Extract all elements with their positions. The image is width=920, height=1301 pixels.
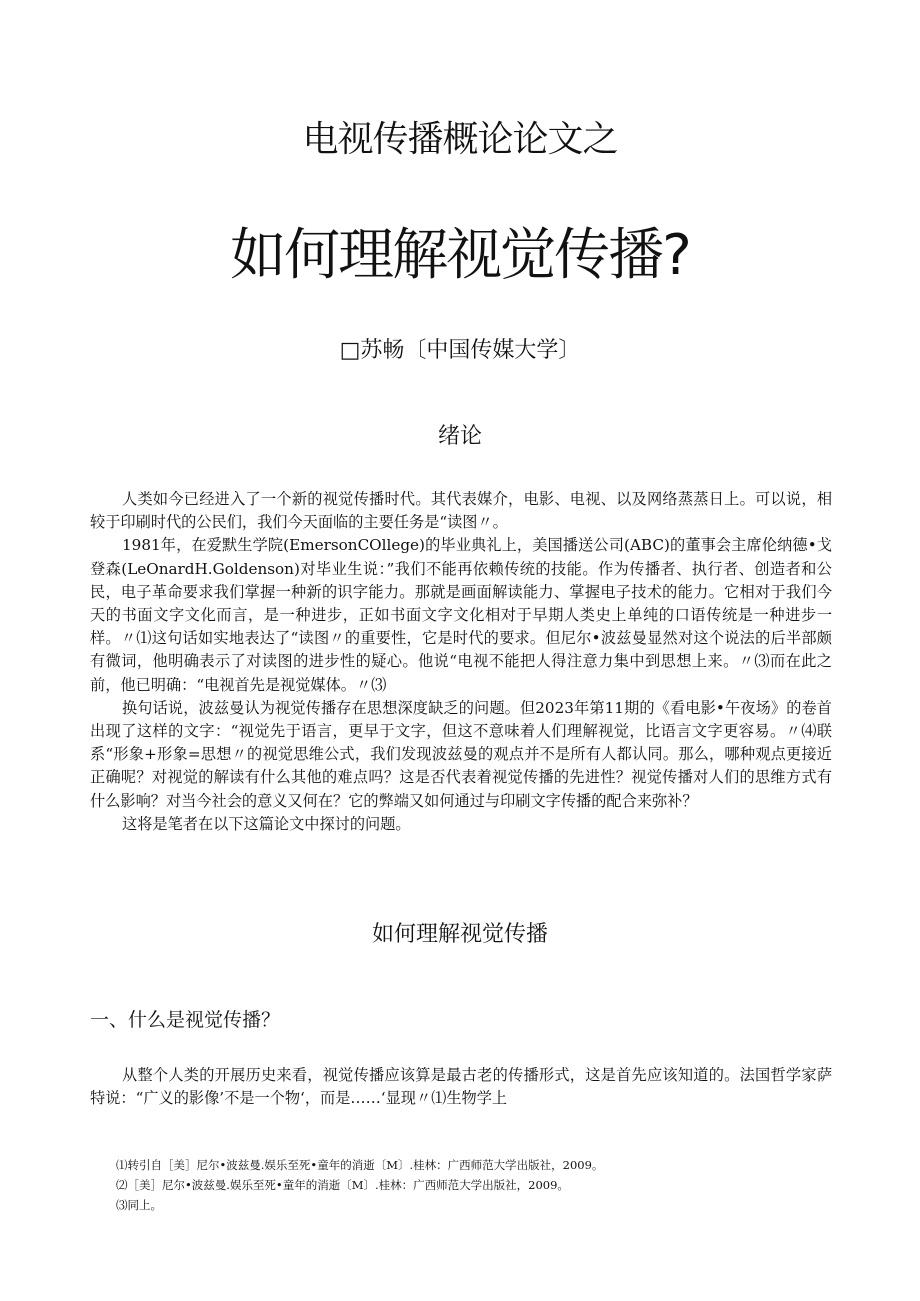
intro-paragraph: 换句话说，波兹曼认为视觉传播存在思想深度缺乏的问题。但2023年第11期的《看电影•午夜场》的卷首出现了这样的文字：“视觉先于语言，更早于文字，但这不意味着人们理解视觉，比语言文字更容易。〃⑷联系“形象+形象=思想〃的视觉思维公式，我们发现波兹曼的观点并不是所有人都认同。那么，哪种观点更接近正确呢？对视觉的解读有什么其他的难点吗？这是否代表着视觉传播的先进性？视觉传播对人们的思维方式有什么影响？对当今社会的意义又何在？它的弊端又如何通过与印刷文字传播的配合来弥补？ xyxy=(90,698,832,810)
intro-paragraph: 1981年，在爱默生学院(EmersonCOllege)的毕业典礼上，美国播送公司(ABC)的董事会主席伦纳德•戈登森(LeOnardH.Goldenson)对毕业生说：”我们不能再依赖传统的技能。作为传播者、执行者、创造者和公民，电子革命要求我们掌握一种新的识字能力。那就是画面解读能力、掌握电子技术的能力。它相对于我们今天的书面文字文化而言，是一种进步，正如书面文字文化相对于早期人类史上单纯的口语传统是一种进步一样。〃⑴这句话如实地表达了“读图〃的重要性，它是时代的要求。但尼尔•波兹曼显然对这个说法的后半部颇有微词，他明确表示了对读图的进步性的疑心。他说“电视不能把人得注意力集中到思想上来。〃⑶而在此之前，他已明确：“电视首先是视觉媒体。〃⑶ xyxy=(90,536,832,694)
body-heading: 如何理解视觉传播 xyxy=(371,922,548,947)
part-one-heading: 一、什么是视觉传播？ xyxy=(90,1009,281,1031)
intro-body xyxy=(90,488,832,836)
footnote-item: ⑶同上。 xyxy=(116,1198,162,1212)
part-one-body xyxy=(90,1064,832,1110)
paper-main-title: 如何理解视觉传播? xyxy=(230,223,690,288)
footnote-item: ⑵［美］尼尔•波兹曼.娱乐至死•童年的消逝〔M〕.桂林：广西师范大学出版社，2009。 xyxy=(116,1178,569,1192)
paper-kicker-title: 电视传播概论论文之 xyxy=(302,119,618,160)
part-one-paragraph: 从整个人类的开展历史来看，视觉传播应该算是最古老的传播形式，这是首先应该知道的。法国哲学家萨特说：“广义的影像’不是一个物‘，而是……‘显现〃⑴生物学上 xyxy=(90,1066,832,1108)
footnotes xyxy=(116,1155,816,1215)
intro-heading: 绪论 xyxy=(437,424,482,449)
author-line: □苏畅〔中国传媒大学〕 xyxy=(339,338,581,363)
footnote-item: ⑴转引自［美］尼尔•波兹曼.娱乐至死•童年的消逝〔M〕.桂林：广西师范大学出版社，2009。 xyxy=(116,1158,604,1172)
intro-paragraph: 人类如今已经进入了一个新的视觉传播时代。其代表媒介，电影、电视、以及网络蒸蒸日上。可以说，相较于印刷时代的公民们，我们今天面临的主要任务是“读图〃。 xyxy=(90,490,832,532)
intro-paragraph: 这将是笔者在以下这篇论文中探讨的问题。 xyxy=(122,814,411,833)
